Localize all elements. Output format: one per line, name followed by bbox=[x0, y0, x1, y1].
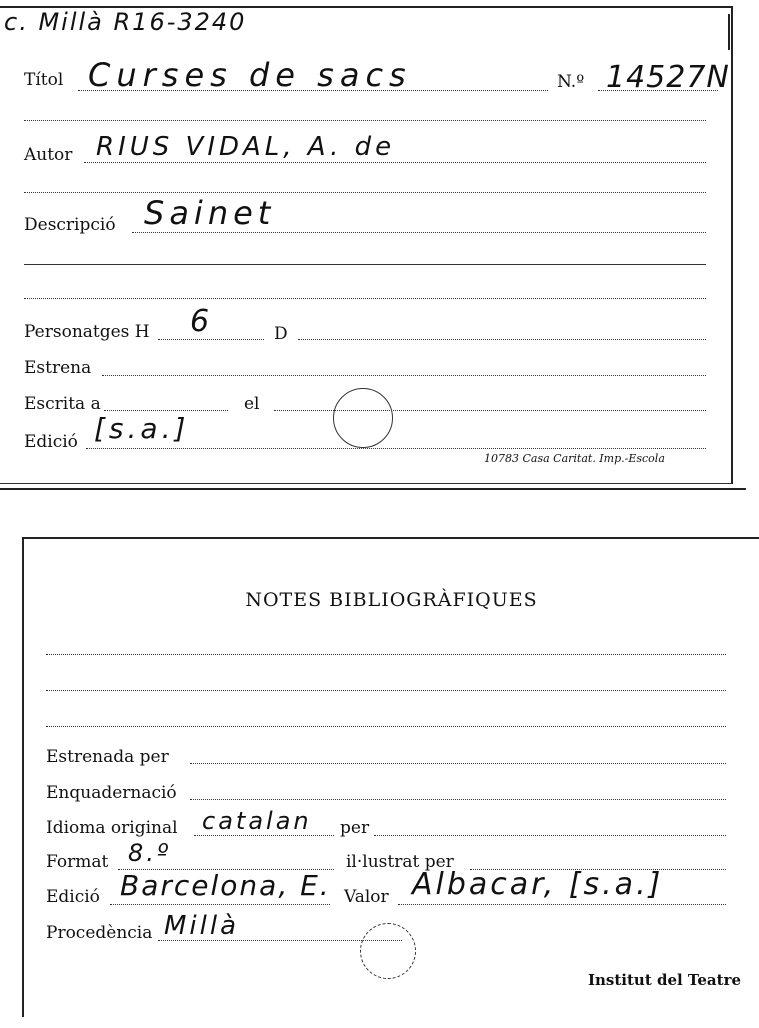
institution-name: Institut del Teatre bbox=[588, 971, 742, 989]
card-edge-tick bbox=[728, 14, 730, 50]
valor-value: Albacar, [s.a.] bbox=[412, 867, 664, 902]
description-line bbox=[132, 232, 706, 233]
binding-label: Enquadernació bbox=[46, 783, 177, 803]
author-extra-line bbox=[24, 192, 706, 193]
characters-label: Personatges H bbox=[24, 322, 150, 342]
author-value: RIUS VIDAL, A. de bbox=[96, 132, 396, 162]
title-label: Títol bbox=[24, 70, 64, 90]
characters-d-line bbox=[298, 339, 706, 340]
edition-back-line bbox=[110, 904, 330, 905]
edition-back-label: Edició bbox=[46, 887, 100, 907]
description-value: Sainet bbox=[144, 194, 276, 232]
premiered-by-label: Estrenada per bbox=[46, 747, 169, 767]
printer-note: 10783 Casa Caritat. Imp.-Escola bbox=[484, 452, 665, 465]
format-value: 8.º bbox=[128, 839, 172, 867]
notes-line-2 bbox=[46, 690, 726, 691]
edition-label: Edició bbox=[24, 432, 78, 452]
language-label: Idioma original bbox=[46, 818, 178, 838]
catalog-card-front bbox=[0, 6, 733, 484]
written-el-label: el bbox=[244, 394, 260, 414]
notes-heading: NOTES BIBLIOGRÀFIQUES bbox=[245, 589, 538, 611]
language-per-line bbox=[374, 835, 726, 836]
edition-value: [s.a.] bbox=[94, 412, 190, 445]
title-extra-line bbox=[24, 120, 706, 121]
valor-line bbox=[398, 904, 726, 905]
format-label: Format bbox=[46, 852, 109, 872]
punch-hole bbox=[333, 388, 393, 448]
characters-d-label: D bbox=[274, 324, 288, 344]
notes-line-3 bbox=[46, 726, 726, 727]
description-extra-line-1 bbox=[24, 264, 706, 265]
punch-hole-back bbox=[360, 923, 416, 979]
reference-note: c. Millà R16-3240 bbox=[4, 8, 247, 36]
card-edge-line bbox=[0, 488, 746, 490]
edition-line bbox=[86, 448, 706, 449]
premiere-line bbox=[102, 375, 706, 376]
characters-h-line bbox=[158, 339, 264, 340]
catalog-card-back bbox=[22, 537, 759, 1017]
language-value: catalan bbox=[202, 807, 312, 835]
provenance-label: Procedència bbox=[46, 923, 153, 943]
binding-line bbox=[190, 799, 726, 800]
written-place-line bbox=[104, 410, 228, 411]
notes-line-1 bbox=[46, 654, 726, 655]
provenance-value: Millà bbox=[164, 911, 240, 941]
author-line bbox=[84, 162, 706, 163]
title-value: Curses de sacs bbox=[88, 56, 412, 94]
edition-back-value: Barcelona, E. bbox=[120, 869, 331, 902]
language-per-label: per bbox=[340, 818, 370, 838]
author-label: Autor bbox=[24, 145, 73, 165]
description-extra-line-2 bbox=[24, 298, 706, 299]
written-label: Escrita a bbox=[24, 394, 101, 414]
premiere-label: Estrena bbox=[24, 358, 92, 378]
valor-label: Valor bbox=[344, 887, 389, 907]
premiered-by-line bbox=[190, 763, 726, 764]
illustrated-label: il·lustrat per bbox=[346, 852, 454, 872]
number-value: 14527N bbox=[606, 60, 730, 95]
description-label: Descripció bbox=[24, 215, 116, 235]
number-label: N.º bbox=[557, 72, 585, 92]
characters-h-value: 6 bbox=[190, 304, 213, 339]
language-line bbox=[194, 835, 334, 836]
